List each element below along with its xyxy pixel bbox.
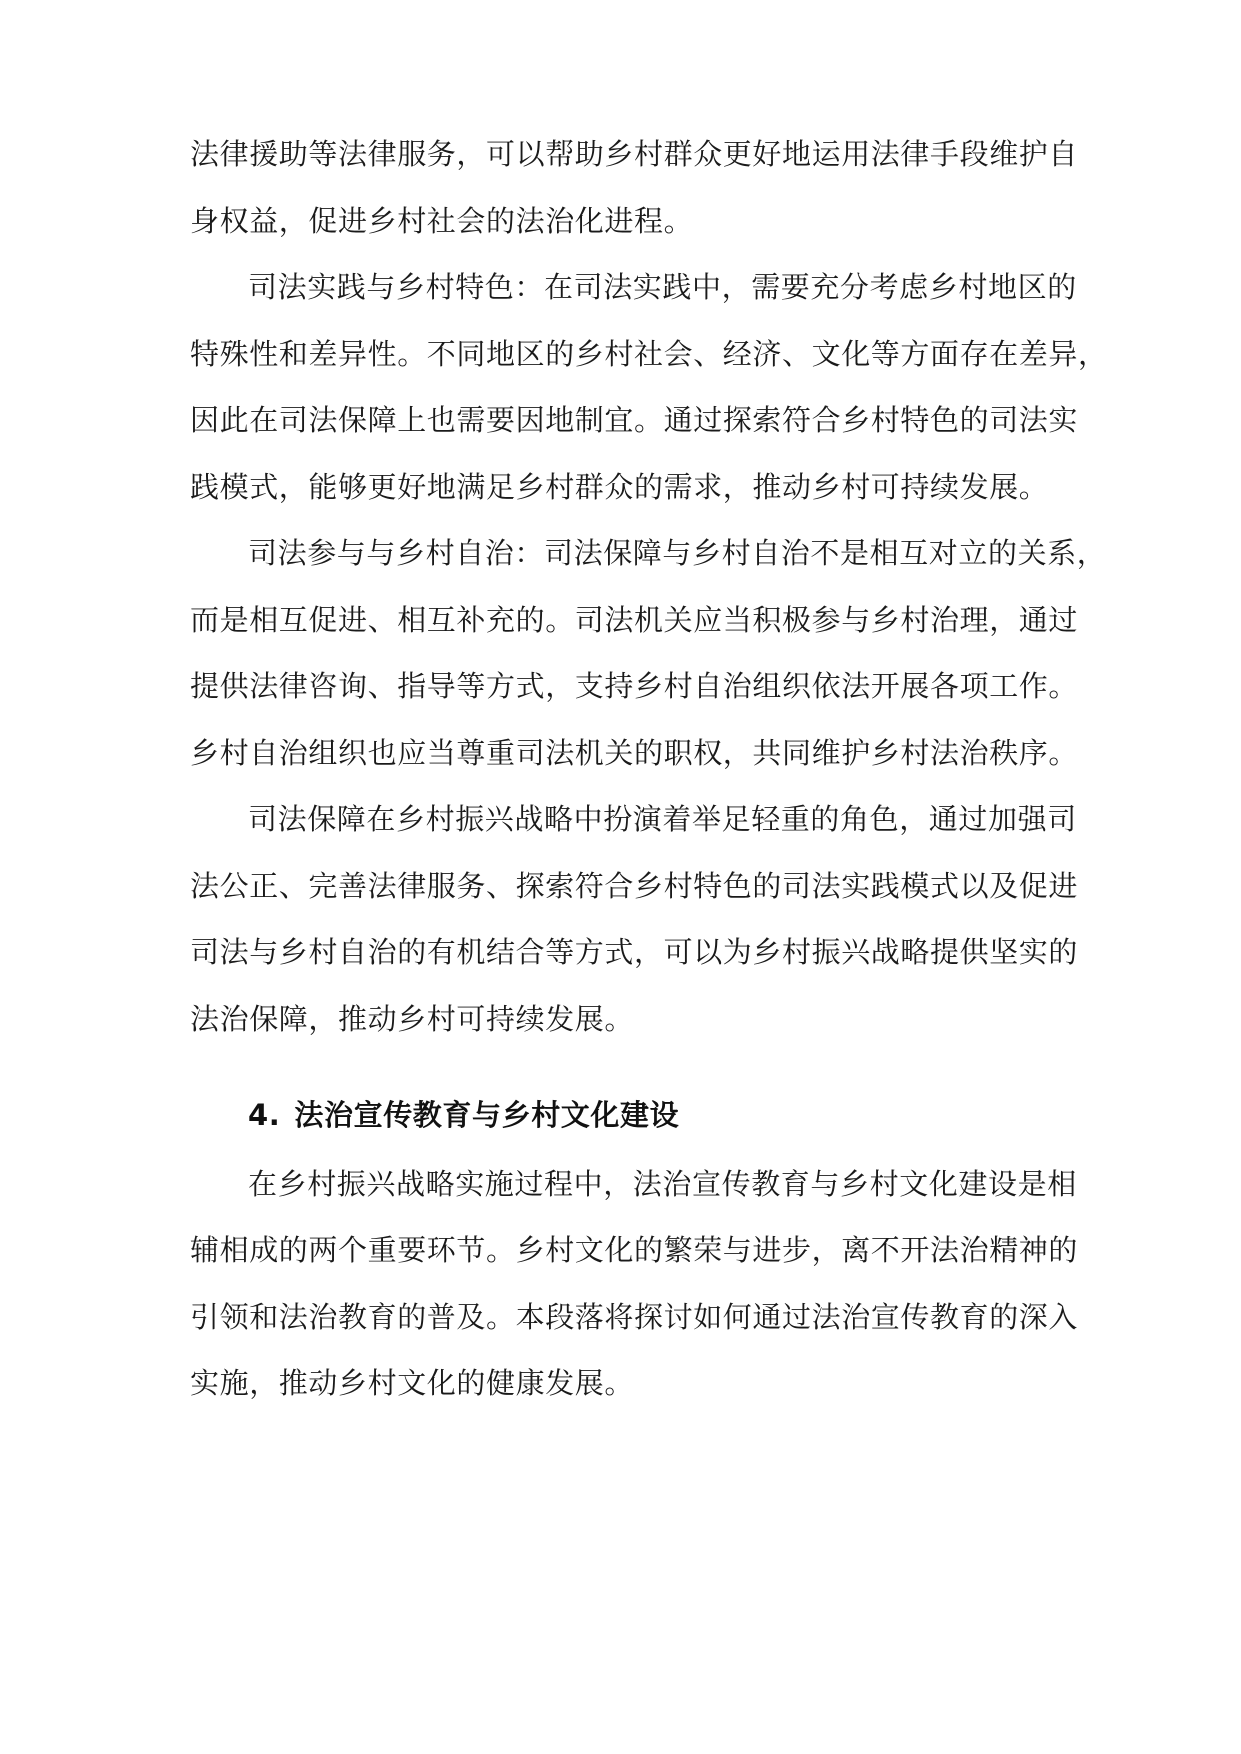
section-title: 法治宣传教育与乡村文化建设	[294, 1098, 680, 1132]
paragraph-line: 辅相成的两个重要环节。乡村文化的繁荣与进步，离不开法治精神的	[190, 1233, 1079, 1267]
paragraph-line: 司法与乡村自治的有机结合等方式，可以为乡村振兴战略提供坚实的	[190, 935, 1079, 969]
section-number: 4.	[248, 1098, 281, 1132]
paragraph-line: 司法保障在乡村振兴战略中扮演着举足轻重的角色，通过加强司	[248, 802, 1077, 836]
paragraph-line: 实施，推动乡村文化的健康发展。	[190, 1366, 635, 1400]
section-heading	[248, 1095, 679, 1135]
paragraph-line: 在乡村振兴战略实施过程中，法治宣传教育与乡村文化建设是相	[248, 1167, 1077, 1201]
paragraph-line: 司法参与与乡村自治：司法保障与乡村自治不是相互对立的关系，	[248, 536, 1107, 570]
paragraph-line: 因此在司法保障上也需要因地制宜。通过探索符合乡村特色的司法实	[190, 403, 1079, 437]
paragraph-line: 乡村自治组织也应当尊重司法机关的职权，共同维护乡村法治秩序。	[190, 736, 1079, 770]
paragraph-line: 身权益，促进乡村社会的法治化进程。	[190, 204, 694, 238]
paragraph-line: 践模式，能够更好地满足乡村群众的需求，推动乡村可持续发展。	[190, 470, 1049, 504]
paragraph-line: 司法实践与乡村特色：在司法实践中，需要充分考虑乡村地区的	[248, 270, 1077, 304]
paragraph-line: 引领和法治教育的普及。本段落将探讨如何通过法治宣传教育的深入	[190, 1300, 1079, 1334]
paragraph-line: 法公正、完善法律服务、探索符合乡村特色的司法实践模式以及促进	[190, 869, 1079, 903]
paragraph-line: 提供法律咨询、指导等方式，支持乡村自治组织依法开展各项工作。	[190, 669, 1079, 703]
paragraph-line: 法律援助等法律服务，可以帮助乡村群众更好地运用法律手段维护自	[190, 137, 1079, 171]
paragraph-line: 法治保障，推动乡村可持续发展。	[190, 1002, 635, 1036]
paragraph-line: 特殊性和差异性。不同地区的乡村社会、经济、文化等方面存在差异，	[190, 337, 1108, 371]
paragraph-line: 而是相互促进、相互补充的。司法机关应当积极参与乡村治理，通过	[190, 603, 1079, 637]
